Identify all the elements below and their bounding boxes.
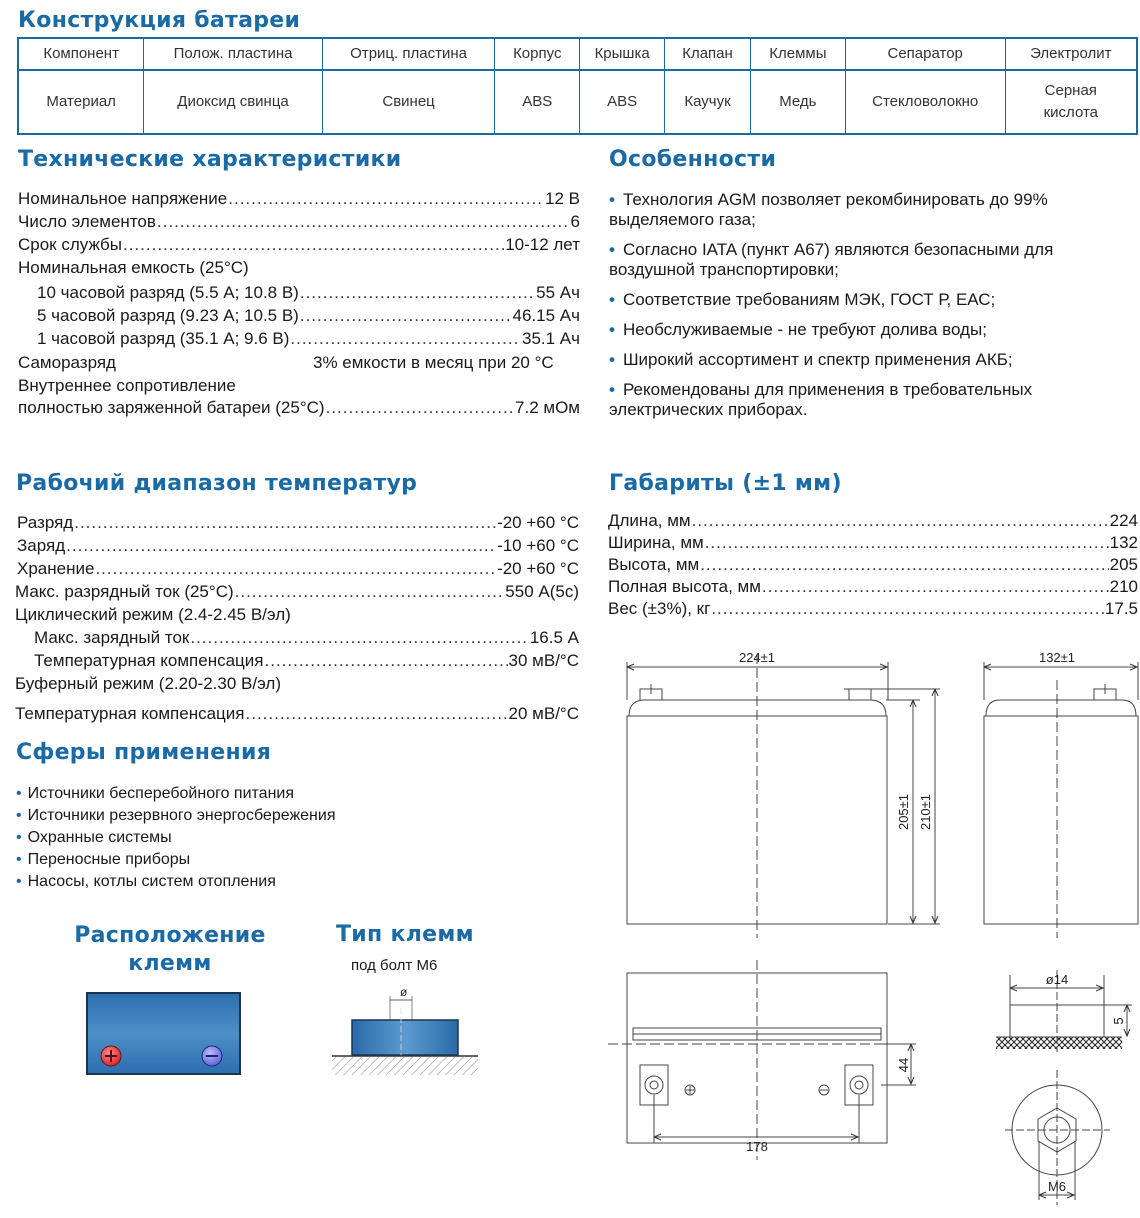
spec-value: 46.15 Ач bbox=[512, 306, 580, 325]
spec-value: 55 Ач bbox=[536, 283, 580, 302]
feature-text: Технология AGM позволяет рекомбинировать до 99% выделяемого газа; bbox=[609, 190, 1048, 229]
construction-material-cell: Стекловолокно bbox=[845, 70, 1005, 134]
terminal-detail bbox=[996, 970, 1132, 1205]
construction-header-cell: Корпус bbox=[495, 38, 580, 70]
dim-label: Длина, мм bbox=[608, 511, 691, 530]
application-text: Охранные системы bbox=[27, 829, 172, 846]
temp-maxdischarge bbox=[15, 581, 579, 603]
temp-label: Хранение bbox=[17, 559, 95, 578]
construction-title: Конструкция батареи bbox=[18, 8, 301, 33]
construction-material-cell: Каучук bbox=[665, 70, 751, 134]
application-item: • Источники бесперебойного питания bbox=[16, 785, 295, 802]
terminal-layout-diagram bbox=[84, 990, 244, 1080]
temp-cyclic-label: Циклический режим (2.4-2.45 В/эл) bbox=[15, 605, 291, 624]
feature-item: • Необслуживаемые - не требуют долива воды; bbox=[609, 320, 987, 339]
temp-label: Заряд bbox=[17, 536, 66, 555]
full-height-label: 210±1 bbox=[918, 793, 933, 831]
application-item: • Источники резервного энергосбережения bbox=[16, 807, 336, 824]
spec-label: полностью заряженной батареи (25°С) bbox=[18, 398, 325, 417]
construction-material-cell: Материал bbox=[18, 70, 144, 134]
temp-maxcharge bbox=[34, 627, 579, 649]
application-text: Переносные приборы bbox=[27, 851, 191, 868]
spec-selfdischarge-value: 3% емкости в месяц при 20 °С bbox=[313, 353, 554, 372]
terminal-type-diagram bbox=[330, 978, 480, 1080]
feature-text: Соответствие требованиям МЭК, ГОСТ Р, ЕАС; bbox=[622, 290, 996, 309]
front-width-label: 224±1 bbox=[738, 650, 776, 665]
construction-header-cell: Сепаратор bbox=[845, 38, 1005, 70]
spec-label: Номинальное напряжение bbox=[18, 189, 228, 208]
dimension-drawings bbox=[600, 640, 1140, 1215]
terminal-layout-title-line2: клемм bbox=[128, 951, 212, 976]
negative-terminal-icon bbox=[202, 1046, 222, 1066]
dim-width bbox=[608, 532, 1138, 554]
construction-header-row bbox=[18, 38, 1137, 70]
features-title: Особенности bbox=[609, 147, 777, 172]
feature-text: Рекомендованы для применения в требовательных электрических приборах. bbox=[609, 380, 1033, 419]
specs-title: Технические характеристики bbox=[18, 147, 402, 172]
dim-weight bbox=[608, 598, 1138, 620]
dim-label: Вес (±3%), кг bbox=[608, 599, 711, 618]
side-width-label: 132±1 bbox=[1038, 650, 1076, 665]
terminal-spacing-label: 178 bbox=[746, 1139, 768, 1154]
terminal-diameter-label: ø14 bbox=[1045, 972, 1069, 987]
feature-item: • Согласно IATA (пункт A67) являются безопасными для воздушной транспортировки; bbox=[609, 240, 1054, 279]
top-view bbox=[608, 960, 916, 1160]
spec-label: Срок службы bbox=[18, 235, 122, 254]
dim-value: 17.5 bbox=[1104, 599, 1138, 618]
construction-material-cell: Медь bbox=[750, 70, 845, 134]
spec-label: Число элементов bbox=[18, 212, 156, 231]
construction-header-cell: Отриц. пластина bbox=[322, 38, 495, 70]
temp-value: 16.5 А bbox=[529, 628, 579, 647]
terminal-offset-label: 44 bbox=[896, 1057, 911, 1073]
temp-value: 30 мВ/°С bbox=[508, 651, 579, 670]
construction-header-cell: Крышка bbox=[580, 38, 665, 70]
temp-compensation-float bbox=[15, 703, 579, 725]
construction-header-cell: Клапан bbox=[665, 38, 751, 70]
construction-header-cell: Электролит bbox=[1005, 38, 1137, 70]
construction-header-cell: Компонент bbox=[18, 38, 144, 70]
temp-value: 20 мВ/°С bbox=[508, 704, 579, 723]
terminal-body bbox=[352, 1020, 458, 1055]
spec-resistance bbox=[18, 397, 580, 419]
construction-material-row bbox=[18, 70, 1137, 134]
construction-material-cell: Серная кислота bbox=[1005, 70, 1137, 134]
dim-value: 132 bbox=[1109, 533, 1138, 552]
application-item: • Переносные приборы bbox=[16, 851, 191, 868]
spec-cap5 bbox=[37, 305, 580, 327]
dim-label: Полная высота, мм bbox=[608, 577, 761, 596]
spec-cap1 bbox=[37, 328, 580, 350]
dim-label: Ширина, мм bbox=[608, 533, 704, 552]
side-view bbox=[984, 662, 1138, 938]
dim-value: 205 bbox=[1109, 555, 1138, 574]
spec-cells bbox=[18, 211, 580, 233]
terminal-type-title: Тип клемм bbox=[336, 922, 474, 947]
temp-label: Макс. разрядный ток (25°С) bbox=[15, 582, 234, 601]
temp-float-label: Буферный режим (2.20-2.30 В/эл) bbox=[15, 674, 281, 693]
construction-header-cell: Полож. пластина bbox=[144, 38, 323, 70]
temp-value: -10 +60 °С bbox=[497, 536, 579, 555]
dim-fullheight bbox=[608, 576, 1138, 598]
dim-length bbox=[608, 510, 1138, 532]
temp-value: -20 +60 °С bbox=[497, 513, 579, 532]
temp-label: Макс. зарядный ток bbox=[34, 628, 190, 647]
spec-selfdischarge-label: Саморазряд bbox=[18, 353, 116, 372]
feature-text: Необслуживаемые - не требуют долива воды; bbox=[622, 320, 987, 339]
dim-height bbox=[608, 554, 1138, 576]
temperature-title: Рабочий диапазон температур bbox=[16, 471, 418, 496]
spec-value: 7.2 мОм bbox=[515, 398, 580, 417]
spec-cap10 bbox=[37, 282, 580, 304]
application-item: • Охранные системы bbox=[16, 829, 172, 846]
spec-label: 1 часовой разряд (35.1 А; 9.6 В) bbox=[37, 329, 290, 348]
construction-material-cell: ABS bbox=[495, 70, 580, 134]
spec-value: 35.1 Ач bbox=[521, 329, 580, 348]
positive-terminal-icon bbox=[101, 1046, 121, 1066]
feature-item: • Технология AGM позволяет рекомбинировать до 99% выделяемого газа; bbox=[609, 190, 1048, 229]
terminal-height-label: 5 bbox=[1111, 1017, 1126, 1025]
feature-item: • Широкий ассортимент и спектр применения АКБ; bbox=[609, 350, 1013, 369]
temp-label: Температурная компенсация bbox=[34, 651, 264, 670]
feature-item: • Соответствие требованиям МЭК, ГОСТ Р, ЕАС; bbox=[609, 290, 996, 309]
spec-value: 6 bbox=[570, 212, 580, 231]
spec-resistance-label: Внутреннее сопротивление bbox=[18, 376, 236, 395]
spec-capacity-label: Номинальная емкость (25°С) bbox=[18, 258, 249, 277]
temp-discharge bbox=[17, 512, 579, 534]
dim-label: Высота, мм bbox=[608, 555, 700, 574]
dim-value: 224 bbox=[1109, 511, 1138, 530]
construction-table bbox=[17, 37, 1138, 135]
bolt-diameter-label: ø bbox=[400, 985, 408, 999]
spec-value: 12 В bbox=[545, 189, 580, 208]
dimensions-title: Габариты (±1 мм) bbox=[609, 471, 842, 496]
temp-value: -20 +60 °С bbox=[497, 559, 579, 578]
spec-value: 10-12 лет bbox=[505, 235, 580, 254]
feature-text: Широкий ассортимент и спектр применения АКБ; bbox=[622, 350, 1013, 369]
construction-material-cell: ABS bbox=[580, 70, 665, 134]
terminal-layout-title bbox=[60, 922, 280, 978]
application-text: Насосы, котлы систем отопления bbox=[27, 873, 276, 890]
spec-voltage bbox=[18, 188, 580, 210]
construction-header-cell: Клеммы bbox=[750, 38, 845, 70]
feature-item: • Рекомендованы для применения в требовательных электрических приборах. bbox=[609, 380, 1033, 419]
height-label: 205±1 bbox=[896, 793, 911, 831]
application-text: Источники резервного энергосбережения bbox=[27, 807, 336, 824]
spec-label: 5 часовой разряд (9.23 А; 10.5 В) bbox=[37, 306, 299, 325]
temp-charge bbox=[17, 535, 579, 557]
construction-material-cell: Диоксид свинца bbox=[144, 70, 323, 134]
temp-label: Разряд bbox=[17, 513, 74, 532]
front-view bbox=[627, 654, 940, 938]
temp-storage bbox=[17, 558, 579, 580]
terminal-type-subtitle: под болт М6 bbox=[351, 957, 438, 974]
bolt-size-label: М6 bbox=[1047, 1179, 1067, 1194]
temp-label: Температурная компенсация bbox=[15, 704, 245, 723]
dim-value: 210 bbox=[1109, 577, 1138, 596]
construction-material-cell: Свинец bbox=[322, 70, 495, 134]
applications-title: Сферы применения bbox=[16, 740, 272, 765]
temp-compensation-cyclic bbox=[34, 650, 579, 672]
feature-text: Согласно IATA (пункт A67) являются безопасными для воздушной транспортировки; bbox=[609, 240, 1054, 279]
application-item: • Насосы, котлы систем отопления bbox=[16, 873, 276, 890]
spec-label: 10 часовой разряд (5.5 А; 10.8 В) bbox=[37, 283, 299, 302]
temp-value: 550 А(5с) bbox=[505, 582, 579, 601]
application-text: Источники бесперебойного питания bbox=[27, 785, 295, 802]
spec-life bbox=[18, 234, 580, 256]
terminal-layout-title-line1: Расположение bbox=[74, 923, 266, 948]
